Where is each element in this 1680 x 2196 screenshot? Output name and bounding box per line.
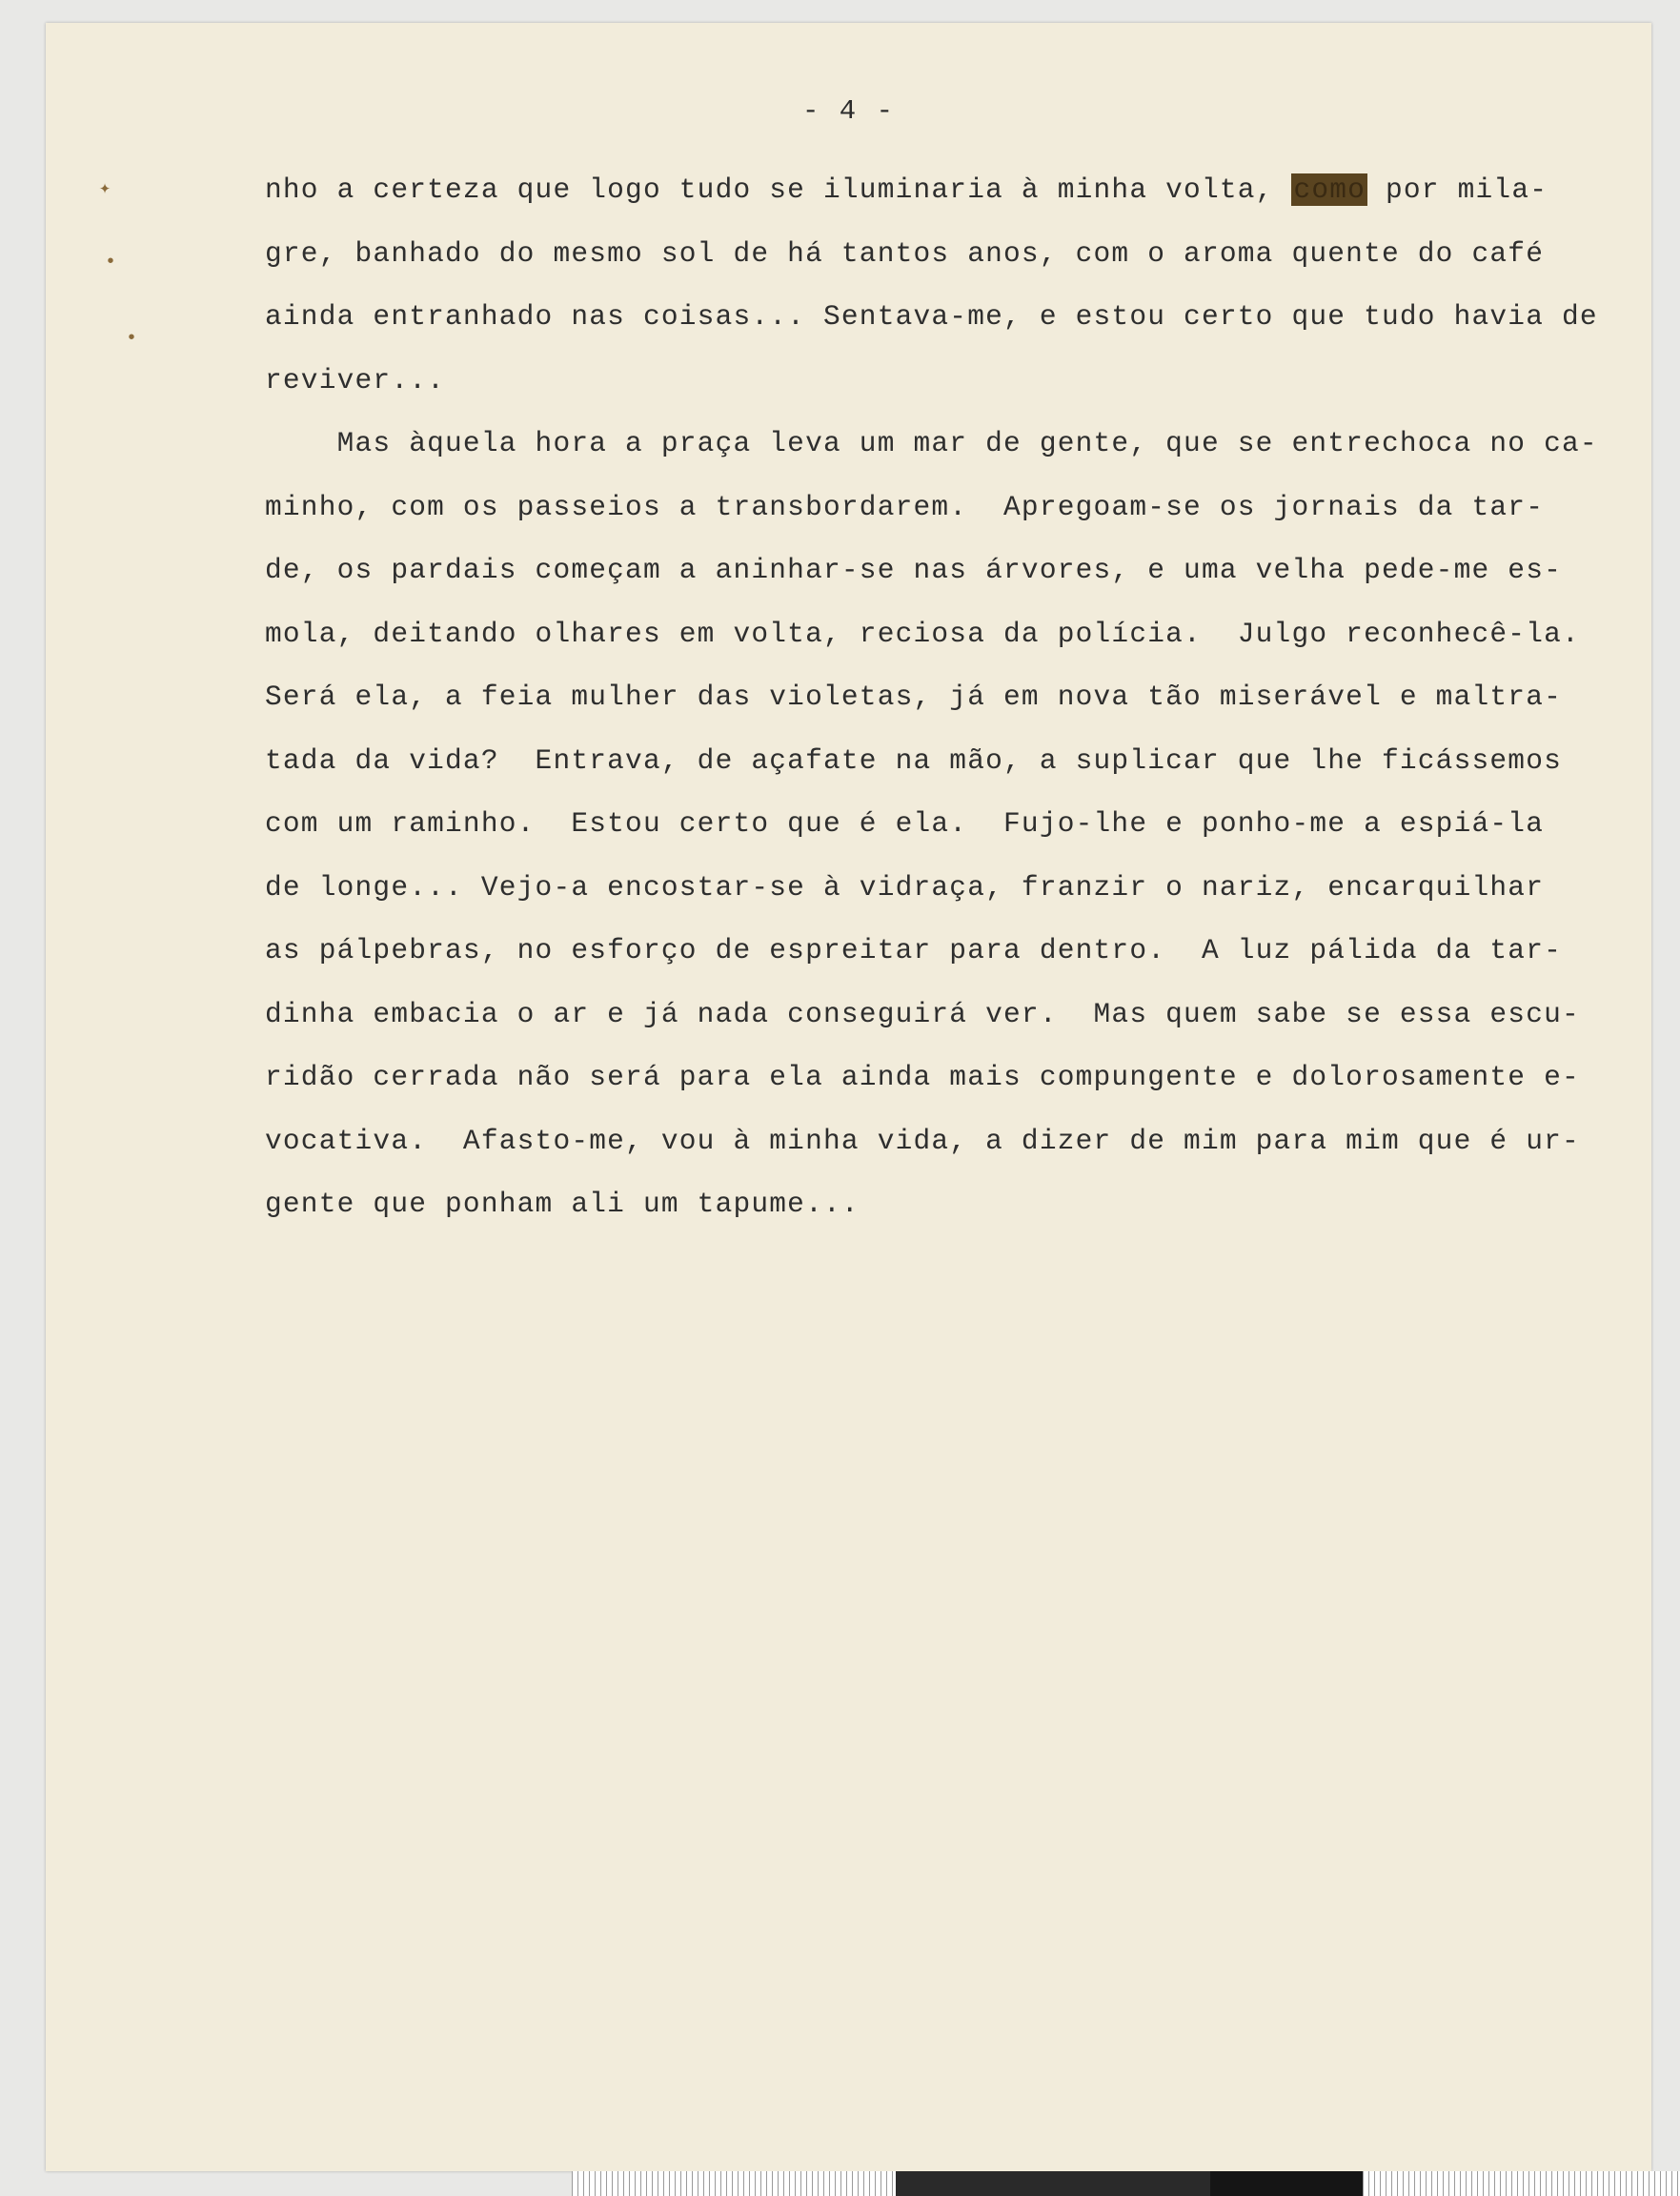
text-line: Mas àquela hora a praça leva um mar de gente, que se entrechoca no ca- [265,427,1598,459]
text-line: gente que ponham ali um tapume... [265,1188,860,1220]
struck-out-word: como [1293,173,1366,206]
text-line: as pálpebras, no esforço de espreitar para dentro. A luz pálida da tar- [265,934,1563,966]
color-calibration-strip [572,2171,1680,2196]
text-line: tada da vida? Entrava, de açafate na mão, a suplicar que lhe ficássemos [265,743,1563,777]
text-line: com um raminho. Estou certo que é ela. Fujo-lhe e ponho-me a espiá-la [265,807,1545,840]
gray-patch [896,2171,1210,2196]
text-line: de, os pardais começam a aninhar-se nas árvores, e uma velha pede-me es- [265,554,1563,586]
page-number: - 4 - [801,95,895,127]
typewritten-page [46,23,1651,2171]
black-patch [1210,2171,1363,2196]
text-line: ainda entranhado nas coisas... Sentava-me, e estou certo que tudo havia de [265,300,1598,333]
text-line: mola, deitando olhares em volta, reciosa da polícia. Julgo reconhecê-la. [265,617,1580,650]
text-line: dinha embacia o ar e já nada conseguirá ver. Mas quem sabe se essa escu- [265,997,1580,1030]
ruler-ticks [1363,2171,1680,2196]
margin-mark: ✦ [99,178,111,200]
text-line: reviver... [265,363,446,396]
text-line: vocativa. Afasto-me, vou à minha vida, a dizer de mim para mim que é ur- [265,1124,1580,1157]
margin-mark: • [126,328,138,350]
body-text [265,158,1647,1236]
text-line: Será ela, a feia mulher das violetas, já em nova tão miserável e maltra- [265,681,1563,713]
text-line: ridão cerrada não será para ela ainda mais compungente e dolorosamente e- [265,1061,1580,1093]
text-line: nho a certeza que logo tudo se iluminaria à minha volta, como por mila- [265,173,1548,206]
text-line: minho, com os passeios a transbordarem. Apregoam-se os jornais da tar- [265,490,1545,523]
ruler-ticks [572,2171,896,2196]
text-line: de longe... Vejo-a encostar-se à vidraça, franzir o nariz, encarquilhar [265,870,1545,904]
margin-mark: • [105,252,117,274]
text-line: gre, banhado do mesmo sol de há tantos anos, com o aroma quente do café [265,236,1545,270]
